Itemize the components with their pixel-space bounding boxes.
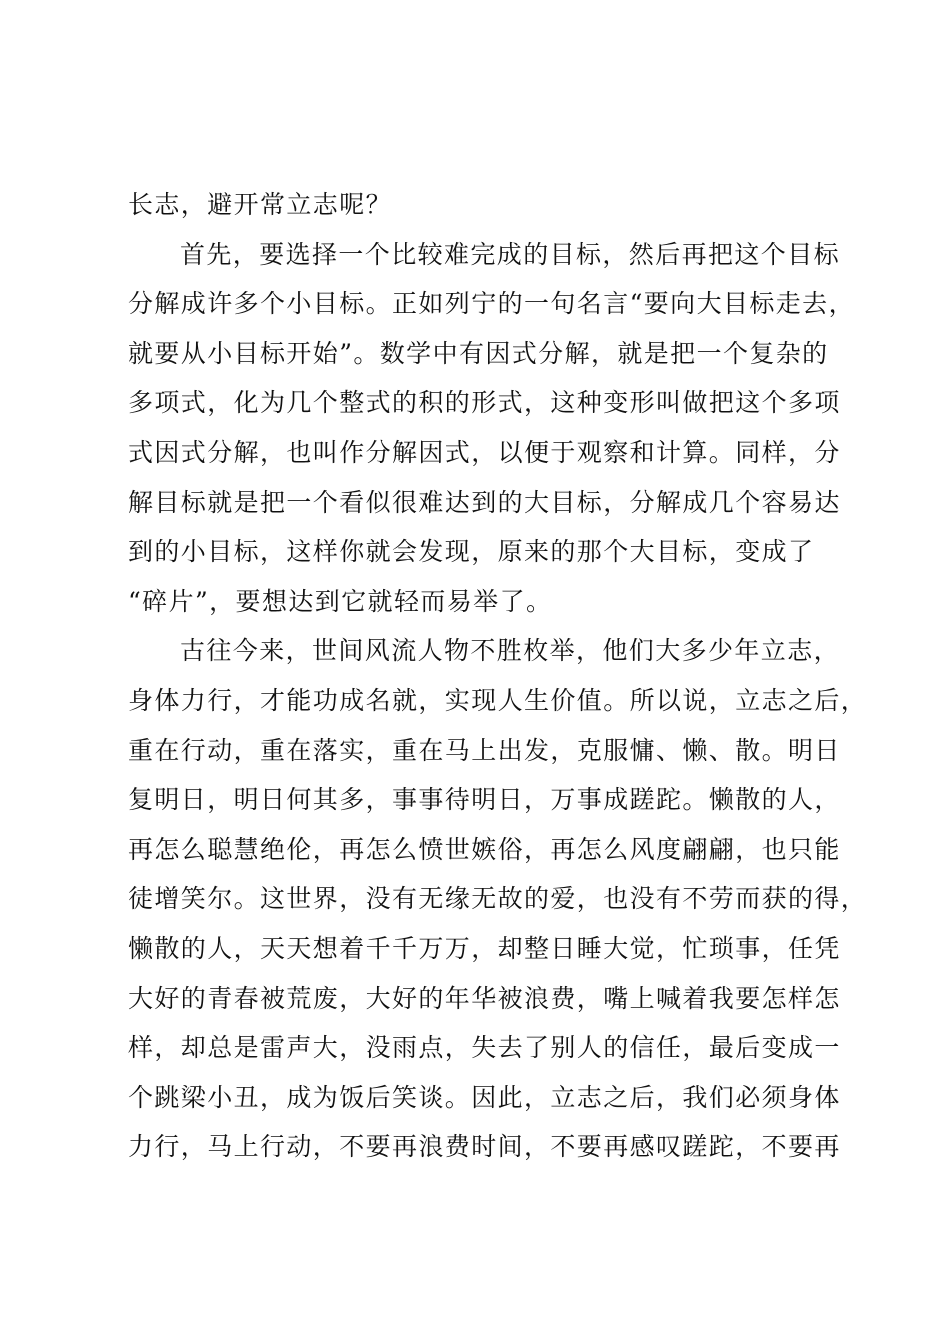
text-line: 到的小目标，这样你就会发现，原来的那个大目标，变成了 [128, 537, 815, 567]
text-line: 大好的青春被荒废，大好的年华被浪费，嘴上喊着我要怎样怎 [128, 983, 841, 1013]
text-line: 解目标就是把一个看似很难达到的大目标，分解成几个容易达 [128, 487, 841, 517]
text-line: 分解成许多个小目标。正如列宁的一句名言“要向大目标走去， [128, 289, 855, 319]
text-line: 力行，马上行动，不要再浪费时间，不要再感叹蹉跎，不要再 [128, 1132, 841, 1162]
text-line: 就要从小目标开始”。数学中有因式分解，就是把一个复杂的 [128, 338, 829, 368]
text-line: 长志，避开常立志呢？ [128, 190, 393, 219]
paragraph-first-line: 古往今来，世间风流人物不胜枚举，他们大多少年立志， [180, 636, 841, 666]
text-line: 样，却总是雷声大，没雨点，失去了别人的信任，最后变成一 [128, 1033, 841, 1063]
text-line: 式因式分解，也叫作分解因式，以便于观察和计算。同样，分 [128, 437, 841, 467]
paragraph-first-line: 首先，要选择一个比较难完成的目标，然后再把这个目标 [180, 239, 841, 269]
text-line: 重在行动，重在落实，重在马上出发，克服慵、懒、散。明日 [128, 735, 841, 765]
text-line: 个跳梁小丑，成为饭后笑谈。因此，立志之后，我们必须身体 [128, 1082, 841, 1112]
text-line: “碎片”，要想达到它就轻而易举了。 [128, 586, 553, 616]
text-line: 身体力行，才能功成名就，实现人生价值。所以说，立志之后， [128, 685, 868, 715]
text-line: 多项式，化为几个整式的积的形式，这种变形叫做把这个多项 [128, 388, 841, 418]
text-line: 再怎么聪慧绝伦，再怎么愤世嫉俗，再怎么风度翩翩，也只能 [128, 834, 841, 864]
text-line: 复明日，明日何其多，事事待明日，万事成蹉跎。懒散的人， [128, 785, 841, 815]
body-text [128, 180, 868, 1172]
text-line: 徒增笑尔。这世界，没有无缘无故的爱，也没有不劳而获的得， [128, 884, 868, 914]
text-line: 懒散的人，天天想着千千万万，却整日睡大觉，忙琐事，任凭 [128, 933, 841, 963]
